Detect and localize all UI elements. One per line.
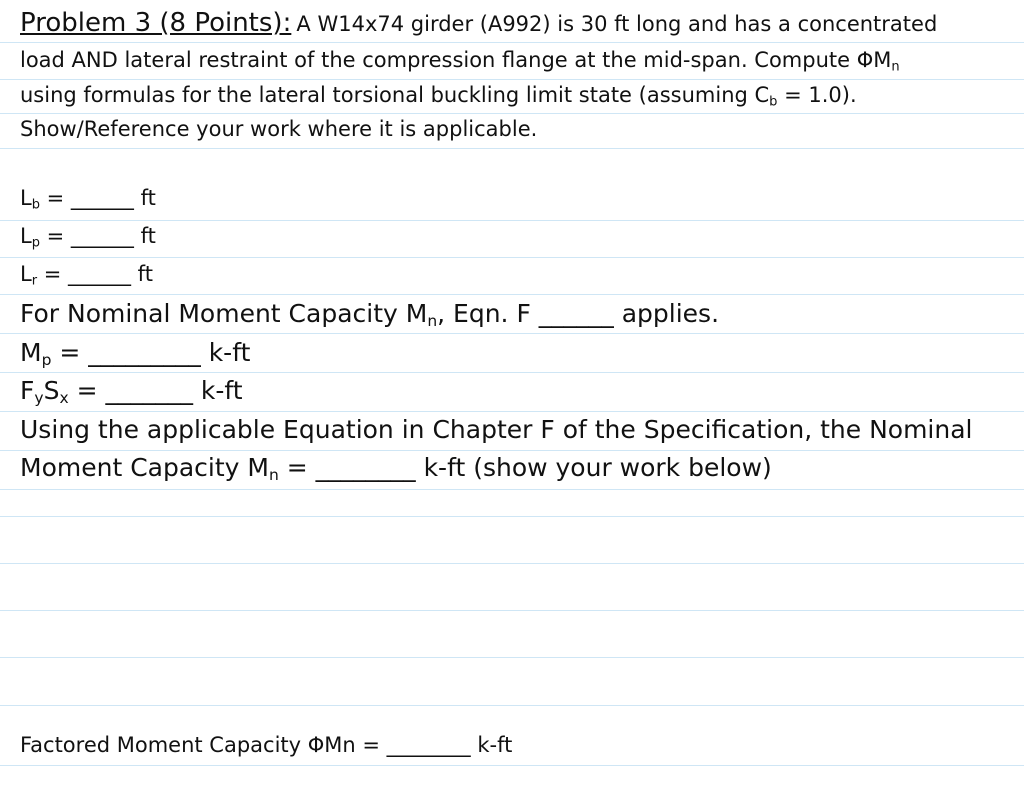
blank: = ______ ft bbox=[37, 262, 153, 286]
subscript: b bbox=[31, 197, 40, 213]
ruled-line bbox=[0, 372, 1024, 373]
ruled-line bbox=[0, 411, 1024, 412]
ruled-line bbox=[0, 705, 1024, 706]
ruled-line bbox=[0, 79, 1024, 80]
field-mp bbox=[20, 338, 251, 369]
field-mn-line-1: Using the applicable Equation in Chapter F of the Specification, the Nominal bbox=[20, 415, 973, 444]
ruled-line bbox=[0, 257, 1024, 258]
problem-text-3: using formulas for the lateral torsional buckling limit state (assuming C bbox=[20, 83, 770, 107]
problem-heading: Problem 3 (8 Points): bbox=[20, 8, 292, 38]
eqn-blank: , Eqn. F ______ applies. bbox=[437, 299, 720, 328]
ruled-line bbox=[0, 148, 1024, 149]
subscript-x: x bbox=[59, 388, 69, 407]
symbol: M bbox=[20, 338, 42, 367]
problem-text-line-3 bbox=[20, 83, 857, 110]
symbol: L bbox=[20, 224, 32, 248]
ruled-line bbox=[0, 563, 1024, 564]
problem-text-line-4: Show/Reference your work where it is applicable. bbox=[20, 117, 538, 141]
symbol: L bbox=[20, 186, 32, 210]
ruled-line bbox=[0, 657, 1024, 658]
symbol: L bbox=[20, 262, 32, 286]
ruled-line bbox=[0, 610, 1024, 611]
mn-text: Moment Capacity M bbox=[20, 453, 269, 482]
field-lb bbox=[20, 186, 156, 213]
subscript: r bbox=[31, 273, 38, 289]
blank: = ______ ft bbox=[39, 186, 156, 210]
ruled-line bbox=[0, 516, 1024, 517]
blank: = ______ ft bbox=[39, 224, 156, 248]
subscript: p bbox=[31, 235, 40, 251]
ruled-line bbox=[0, 450, 1024, 451]
symbol-f: F bbox=[20, 376, 35, 405]
ruled-line bbox=[0, 42, 1024, 43]
field-fysx bbox=[20, 376, 243, 407]
problem-text-line-2 bbox=[20, 48, 900, 75]
problem-text-3b: = 1.0). bbox=[777, 83, 857, 107]
ruled-line bbox=[0, 220, 1024, 221]
subscript-n: n bbox=[891, 59, 900, 75]
subscript-y: y bbox=[34, 388, 44, 407]
subscript: n bbox=[268, 465, 279, 484]
subscript: p bbox=[41, 350, 52, 369]
subscript: n bbox=[427, 311, 438, 330]
field-lr bbox=[20, 262, 153, 289]
ruled-line bbox=[0, 113, 1024, 114]
factored-moment-line: Factored Moment Capacity ΦMn = ________ k-ft bbox=[20, 733, 513, 757]
eqn-text: For Nominal Moment Capacity M bbox=[20, 299, 428, 328]
problem-text-2: load AND lateral restraint of the compression flange at the mid-span. Compute ΦM bbox=[20, 48, 892, 72]
problem-text-line-1: A W14x74 girder (A992) is 30 ft long and has a concentrated bbox=[296, 12, 938, 36]
ruled-line bbox=[0, 294, 1024, 295]
ruled-line bbox=[0, 489, 1024, 490]
field-eqn bbox=[20, 299, 720, 330]
symbol-s: S bbox=[43, 376, 60, 405]
blank: = _________ k-ft bbox=[51, 338, 251, 367]
ruled-line bbox=[0, 765, 1024, 766]
ruled-line bbox=[0, 333, 1024, 334]
problem-title-line bbox=[20, 10, 937, 36]
blank: = _______ k-ft bbox=[68, 376, 243, 405]
field-mn-line-2 bbox=[20, 453, 772, 484]
subscript-b: b bbox=[769, 94, 778, 110]
field-lp bbox=[20, 224, 156, 251]
mn-blank: = ________ k-ft (show your work below) bbox=[278, 453, 772, 482]
